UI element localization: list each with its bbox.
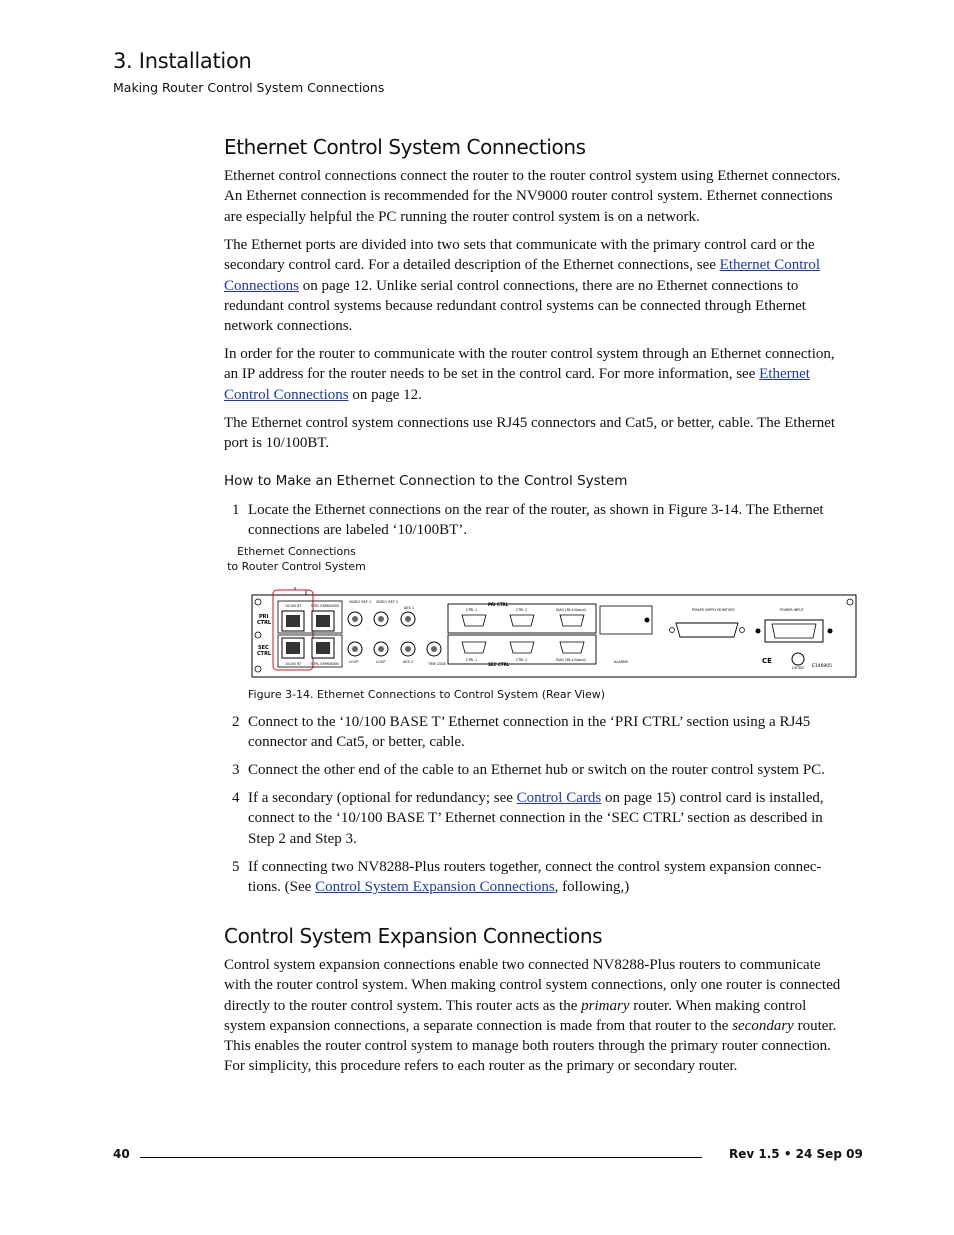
xref-control-cards[interactable]: Control Cards: [516, 790, 602, 806]
footer-rule: [140, 1157, 702, 1158]
text: Control system expansion connections enable two connected NV8288-Plus routers to communicate with the router control system. When making control system connections, only one router is connected directly to the router control system. This router acts as the: [224, 957, 841, 1014]
db25-psm: [676, 623, 738, 637]
label-loop2: LOOP: [376, 660, 386, 664]
text: In order for the router to communicate with the router control system through an Ethernet connection, an IP address for the router needs to be set in the control card. For more information, see: [224, 346, 835, 383]
bnc-video-ref2: [378, 616, 384, 622]
step-number: 1: [232, 502, 240, 518]
screw: [645, 618, 650, 623]
label-ul-listed: LISTED: [792, 666, 804, 670]
label-pri-ctrl-section: PRI CTRL: [488, 602, 509, 607]
label-psm: POWER SUPPLY MONITORS: [692, 608, 735, 612]
step-text: Connect to the ‘10/100 BASE T’ Ethernet connection in the ‘PRI CTRL’ section using a RJ45 connector and Cat5, or better, cable.: [248, 714, 811, 751]
label-sec: SEC: [258, 645, 269, 651]
label-diag-pri: DIAG (38.4 Kbaud): [556, 608, 586, 612]
label-alarms: ALARMS: [614, 660, 629, 664]
procedure-heading: How to Make an Ethernet Connection to the Control System: [224, 473, 628, 489]
text: , following,): [554, 879, 630, 896]
label-video-ref1: VIDEO REF 1: [349, 600, 372, 604]
xref-control-system-expansion[interactable]: Control System Expansion Connections: [315, 879, 555, 896]
db9-ctrl1-pri: [462, 615, 486, 626]
section-heading-expansion: Control System Expansion Connections: [224, 924, 603, 948]
text: on page 15) control card is installed, connect to the ‘10/100 BASE T’ Ethernet connection in the ‘SEC CTRL’ section as described in Step 2 and Step 3.: [248, 790, 824, 847]
label-pri-ctrl: CTRL: [257, 620, 272, 626]
label-eth-pri: 10/100 BT: [285, 604, 302, 608]
text: on page 12.: [348, 386, 422, 403]
label-ctrl2-pri: CTRL 2: [516, 608, 528, 612]
label-loop1: LOOP: [349, 660, 359, 664]
text: The Ethernet ports are divided into two sets that communicate with the primary control card or the secondary control card. For a detailed description of the Ethernet connections, see: [224, 237, 815, 274]
bnc-aes1: [405, 616, 411, 622]
bnc-loop1: [352, 646, 358, 652]
revision-label: Rev 1.5 • 24 Sep 09: [729, 1147, 863, 1161]
paragraph: [224, 344, 844, 405]
step-number: 3: [232, 762, 240, 778]
label-aes1: AES 1: [404, 606, 415, 610]
step-2: [232, 712, 844, 753]
label-timecode: TIME CODE: [428, 662, 446, 666]
xref-ethernet-control-connections[interactable]: Ethernet Control Connections: [224, 257, 821, 294]
page-number: 40: [113, 1147, 130, 1161]
step-3: [232, 760, 844, 780]
rear-panel-figure: [248, 587, 858, 679]
paragraph: [224, 235, 844, 336]
emphasis: secondary: [732, 1017, 794, 1034]
step-number: 5: [232, 859, 240, 875]
xref-ethernet-control-connections[interactable]: Ethernet Control Connections: [224, 366, 810, 403]
step-text: Locate the Ethernet connections on the rear of the router, as shown in Figure 3-14. The Ethernet connections are labeled ‘10/100BT’.: [248, 502, 824, 539]
text: router. This enables the router control system to manage both routers through the primary router connection. For simplicity, this procedure refers to each router as the primary or secondary router.: [224, 1017, 837, 1075]
step-4: [232, 788, 844, 849]
emphasis: primary: [581, 997, 630, 1014]
step-text: [248, 788, 844, 849]
label-exp-pri: NTRL EXPANSION: [311, 604, 339, 608]
label-diag-sec: DIAG (38.4 Kbaud): [556, 658, 586, 662]
label-sec-ctrl: CTRL: [257, 651, 272, 657]
section-heading-ethernet: Ethernet Control System Connections: [224, 135, 586, 159]
bnc-aes2: [405, 646, 411, 652]
bnc-loop2: [378, 646, 384, 652]
figure-caption: Figure 3-14. Ethernet Connections to Control System (Rear View): [248, 688, 606, 701]
label-ctrl1-pri: CTRL 1: [466, 608, 478, 612]
label-exp-sec: NTRL EXPANSION: [311, 662, 339, 666]
db9-ctrl2-pri: [510, 615, 534, 626]
figure-callout: [224, 544, 369, 574]
paragraph: The Ethernet control system connections use RJ45 connectors and Cat5, or better, cable. The Ethernet port is 10/100BT.: [224, 415, 836, 452]
step-number: 4: [232, 790, 240, 806]
callout-line: to Router Control System: [227, 560, 366, 573]
label-cert-number: E146905: [812, 664, 833, 669]
rj45-port-pri-expansion: [316, 615, 330, 627]
label-ctrl2-sec: CTRL 2: [516, 658, 528, 662]
text: router. When making control system expansion connections, a separate connection is made from that router to the: [224, 997, 807, 1034]
label-ctrl1-sec: CTRL 1: [466, 658, 478, 662]
step-text: Connect the other end of the cable to an Ethernet hub or switch on the router control system PC.: [248, 762, 825, 778]
ce-mark: CE: [762, 657, 772, 665]
label-pri: PRI: [259, 614, 269, 620]
running-head: Making Router Control System Connections: [113, 80, 385, 95]
step-text: [248, 857, 844, 898]
bnc-timecode: [431, 646, 437, 652]
callout-line: Ethernet Connections: [237, 545, 356, 558]
step-5: [232, 857, 844, 898]
rj45-port-sec-ethernet: [286, 642, 300, 654]
step-1: [232, 500, 844, 541]
paragraph: Ethernet control connections connect the router to the router control system using Ethernet connectors. An Ethernet connection is recommended for the NV9000 router control system. Ethernet connections are especially helpful the PC running the router control system is on a network.: [224, 168, 841, 225]
db9-ctrl1-sec: [462, 642, 486, 653]
chapter-title: 3. Installation: [113, 49, 252, 73]
label-aes2: AES 2: [403, 660, 414, 664]
label-power-input: POWER INPUT: [780, 608, 804, 612]
label-sec-ctrl-section: SEC CTRL: [488, 662, 510, 667]
text: on page 12. Unlike serial control connections, there are no Ethernet connections to redundant control systems because redundant control systems can be connected through Ethernet network connections.: [224, 277, 806, 335]
db9-diag-pri: [560, 615, 584, 626]
paragraph: [224, 955, 844, 1077]
db9-diag-sec: [560, 642, 584, 653]
text: If connecting two NV8288-Plus routers together, connect the control system expansion connections. (See: [248, 859, 822, 896]
db9-ctrl2-sec: [510, 642, 534, 653]
rj45-port-sec-expansion: [316, 642, 330, 654]
label-video-ref2: VIDEO REF 2: [376, 600, 399, 604]
step-number: 2: [232, 714, 240, 730]
rj45-port-pri-ethernet: [286, 615, 300, 627]
bnc-video-ref1: [352, 616, 358, 622]
power-input-connector: [772, 624, 816, 638]
text: If a secondary (optional for redundancy; see: [248, 790, 517, 806]
label-eth-sec: 10/100 BT: [285, 662, 302, 666]
